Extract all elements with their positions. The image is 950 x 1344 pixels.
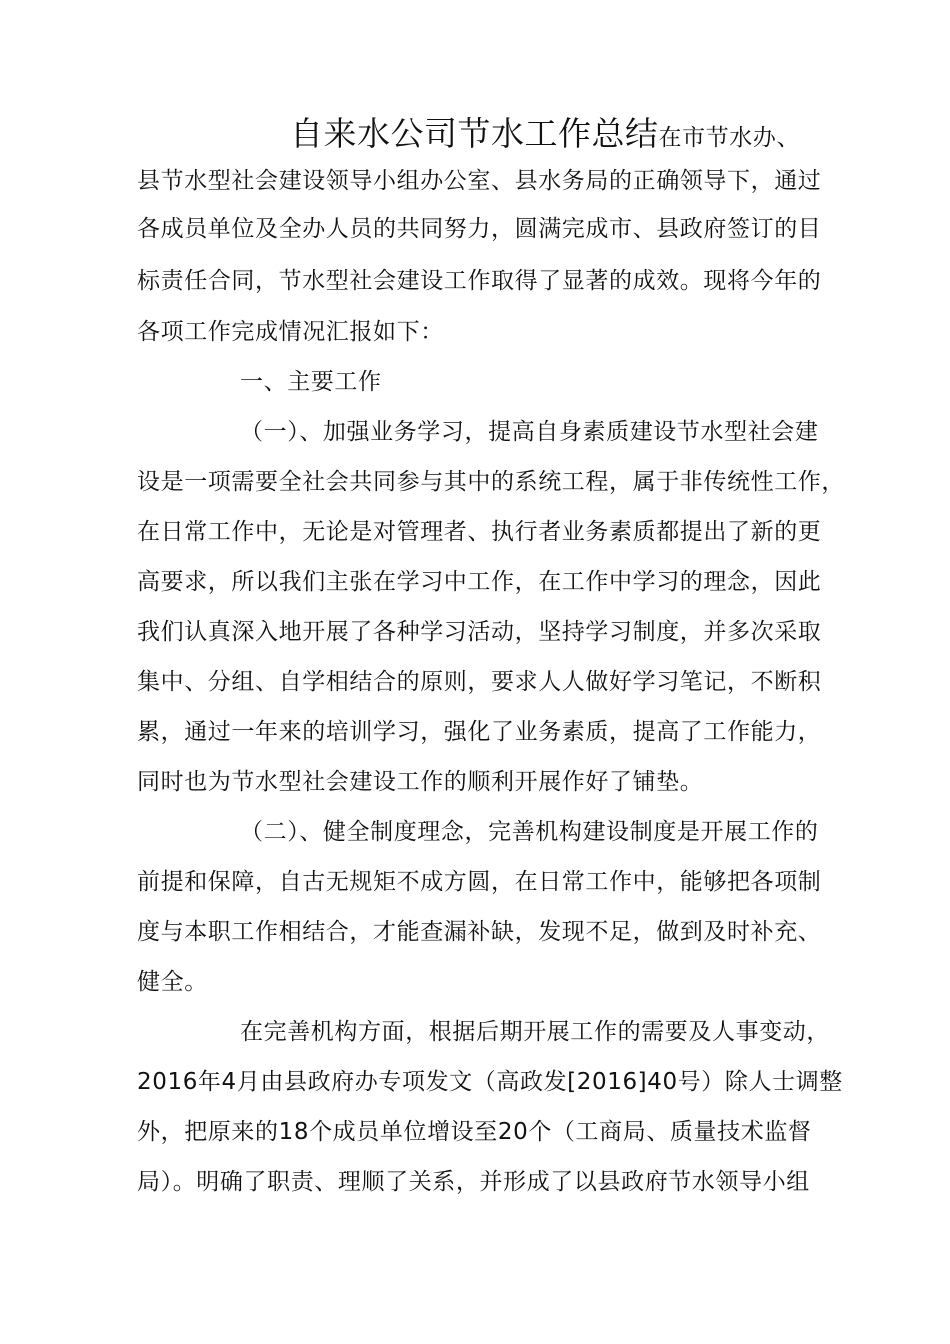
body-line: 各成员单位及全办人员的共同努力，圆满完成市、县政府签订的目 xyxy=(137,216,822,242)
body-line: 局）。明确了职责、理顺了关系，并形成了以县政府节水领导小组 xyxy=(137,1169,810,1195)
body-line: 县节水型社会建设领导小组办公室、县水务局的正确领导下，通过 xyxy=(137,168,822,194)
document-title-line xyxy=(290,108,800,155)
body-line: 设是一项需要全社会共同参与其中的系统工程，属于非传统性工作， xyxy=(137,469,845,495)
body-line: 标责任合同，节水型社会建设工作取得了显著的成效。现将今年的 xyxy=(137,268,822,294)
body-line: 在完善机构方面，根据后期开展工作的需要及人事变动， xyxy=(240,1019,830,1045)
body-line: 前提和保障，自古无规矩不成方圆，在日常工作中，能够把各项制 xyxy=(137,869,822,895)
body-line: 2016年4月由县政府办专项发文（高政发[2016]40号）除人士调整 xyxy=(137,1069,843,1095)
body-line: 同时也为节水型社会建设工作的顺利开展作好了铺垫。 xyxy=(137,769,704,795)
body-line: （一）、加强业务学习，提高自身素质建设节水型社会建 xyxy=(240,419,819,445)
body-line: 高要求，所以我们主张在学习中工作，在工作中学习的理念，因此 xyxy=(137,569,822,595)
body-line: 集中、分组、自学相结合的原则，要求人人做好学习笔记，不断积 xyxy=(137,669,822,695)
body-line: 度与本职工作相结合，才能查漏补缺，发现不足，做到及时补充、 xyxy=(137,919,822,945)
body-line: （二）、健全制度理念，完善机构建设制度是开展工作的 xyxy=(240,819,819,845)
title-continuation: 在市节水办、 xyxy=(658,125,801,151)
body-line: 健全。 xyxy=(137,969,208,995)
body-line: 外，把原来的18个成员单位增设至20个（工商局、质量技术监督 xyxy=(137,1119,812,1145)
body-line: 我们认真深入地开展了各种学习活动，坚持学习制度，并多次采取 xyxy=(137,619,822,645)
section-heading: 一、主要工作 xyxy=(240,369,382,395)
document-title: 自来水公司节水工作总结 xyxy=(290,114,659,153)
body-line: 各项工作完成情况汇报如下： xyxy=(137,319,444,345)
body-line: 在日常工作中，无论是对管理者、执行者业务素质都提出了新的更 xyxy=(137,519,822,545)
body-line: 累，通过一年来的培训学习，强化了业务素质，提高了工作能力， xyxy=(137,719,822,745)
